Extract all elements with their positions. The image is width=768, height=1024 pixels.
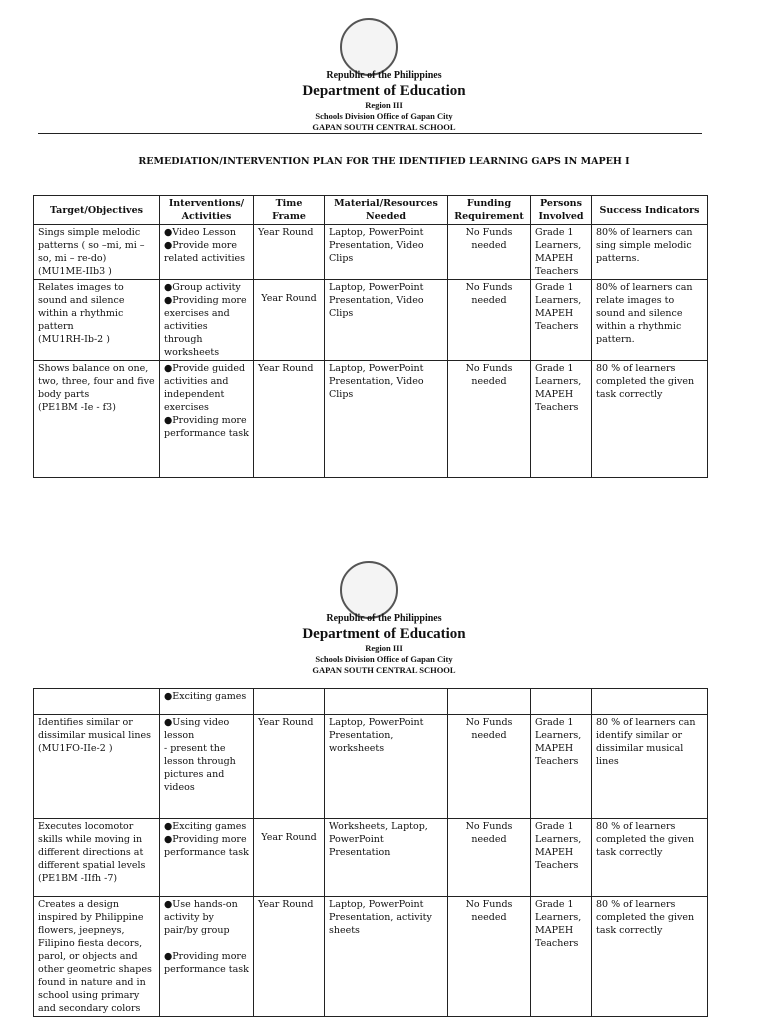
republic-line: Republic of the Philippines — [326, 613, 442, 624]
header-rule — [38, 133, 702, 134]
target-cell — [34, 225, 160, 280]
intervention-item: ●Group activity — [164, 282, 241, 293]
seal-placeholder — [340, 18, 398, 76]
department-line: Department of Education — [302, 83, 466, 99]
success-cell: 80 % of learners completed the given task correctly — [592, 361, 708, 478]
intervention-item: - present the lesson through pictures and videos — [164, 743, 236, 793]
interventions-cell — [160, 361, 254, 478]
success-cell: 80% of learners can relate images to sound and silence within a rhythmic pattern. — [592, 280, 708, 361]
time-frame-cell: Year Round — [254, 819, 325, 897]
time-frame-cell: Year Round — [254, 897, 325, 1017]
intervention-item: ●Provide more related activities — [164, 240, 246, 264]
persons-cell: Grade 1 Learners, MAPEH Teachers — [531, 280, 592, 361]
table-row — [34, 225, 708, 280]
time-frame-cell: Year Round — [254, 280, 325, 361]
target-text: Relates images to sound and silence within a rhythmic pattern — [38, 282, 125, 332]
col-header: Success Indicators — [592, 196, 708, 225]
time-frame-cell: Year Round — [254, 361, 325, 478]
col-header: Persons Involved — [531, 196, 592, 225]
seal-placeholder — [340, 561, 398, 619]
table-row — [34, 361, 708, 478]
table-row — [34, 819, 708, 897]
interventions-cell — [160, 897, 254, 1017]
intervention-item: ●Provide guided activities and independent exercises — [164, 363, 246, 413]
intervention-item: ●Providing more performance task — [164, 951, 249, 975]
col-header: Interventions/ Activities — [160, 196, 254, 225]
target-text: Creates a design inspired by Philippine flowers, jeepneys, Filipino fiesta decors, parol, or objects and other geometric shapes found in nature and in school using primary and secondary colors — [38, 899, 152, 1014]
target-text: (PE1BM -Ie - f3) — [38, 402, 116, 413]
target-cell — [34, 897, 160, 1017]
materials-cell: Laptop, PowerPoint Presentation, Video Clips — [325, 361, 448, 478]
funding-cell: No Funds needed — [448, 280, 531, 361]
target-text: Shows balance on one, two, three, four and five body parts — [38, 363, 155, 400]
republic-line: Republic of the Philippines — [326, 70, 442, 81]
interventions-cell — [160, 280, 254, 361]
materials-cell: Laptop, PowerPoint Presentation, Video Clips — [325, 225, 448, 280]
intervention-item: ●Providing more performance task — [164, 834, 249, 858]
intervention-item — [164, 937, 249, 950]
materials-cell: Laptop, PowerPoint Presentation, Video Clips — [325, 280, 448, 361]
school-line: GAPAN SOUTH CENTRAL SCHOOL — [312, 665, 456, 675]
plan-table-page1 — [33, 195, 708, 478]
letterhead — [0, 70, 768, 133]
intervention-item: ●Providing more exercises and activities through worksheets — [164, 295, 247, 358]
persons-cell: Grade 1 Learners, MAPEH Teachers — [531, 897, 592, 1017]
success-cell: 80 % of learners completed the given task correctly — [592, 897, 708, 1017]
department-line: Department of Education — [302, 626, 466, 642]
target-text: Executes locomotor skills while moving in different directions at different spatial levels (PE1BM -IIfh -7) — [38, 821, 146, 884]
intervention-item: ●Using video lesson — [164, 717, 230, 741]
plan-title: REMEDIATION/INTERVENTION PLAN FOR THE IDENTIFIED LEARNING GAPS IN MAPEH I — [138, 156, 630, 167]
division-line: Schools Division Office of Gapan City — [315, 111, 453, 121]
target-cell — [34, 819, 160, 897]
table-row — [34, 897, 708, 1017]
region-line: Region III — [365, 100, 403, 110]
interventions-cell — [160, 715, 254, 819]
region-line: Region III — [365, 643, 403, 653]
funding-cell: No Funds needed — [448, 225, 531, 280]
plan-table-page2 — [33, 688, 708, 1017]
success-cell: 80 % of learners completed the given task correctly — [592, 819, 708, 897]
school-line: GAPAN SOUTH CENTRAL SCHOOL — [312, 122, 456, 132]
intervention-item: ●Exciting games — [164, 821, 247, 832]
persons-cell: Grade 1 Learners, MAPEH Teachers — [531, 715, 592, 819]
col-header: Funding Requirement — [448, 196, 531, 225]
interventions-cell — [160, 689, 254, 715]
funding-cell — [448, 689, 531, 715]
intervention-item: ●Video Lesson — [164, 227, 236, 238]
target-text: Sings simple melodic patterns ( so –mi, mi –so, mi – re-do) — [38, 227, 145, 264]
target-text: (MU1RH-Ib-2 ) — [38, 334, 110, 345]
table-row — [34, 715, 708, 819]
persons-cell: Grade 1 Learners, MAPEH Teachers — [531, 225, 592, 280]
funding-cell: No Funds needed — [448, 715, 531, 819]
time-frame-cell: Year Round — [254, 225, 325, 280]
success-cell: 80 % of learners can identify similar or dissimilar musical lines — [592, 715, 708, 819]
success-cell — [592, 689, 708, 715]
target-cell — [34, 715, 160, 819]
col-header: Material/Resources Needed — [325, 196, 448, 225]
interventions-cell — [160, 225, 254, 280]
funding-cell: No Funds needed — [448, 361, 531, 478]
col-header: Target/Objectives — [34, 196, 160, 225]
division-line: Schools Division Office of Gapan City — [315, 654, 453, 664]
success-cell: 80% of learners can sing simple melodic patterns. — [592, 225, 708, 280]
target-cell — [34, 361, 160, 478]
materials-cell: Laptop, PowerPoint Presentation, activity sheets — [325, 897, 448, 1017]
table-header-row — [34, 196, 708, 225]
intervention-item: ●Providing more performance task — [164, 415, 249, 439]
materials-cell — [325, 689, 448, 715]
funding-cell: No Funds needed — [448, 897, 531, 1017]
time-frame-cell: Year Round — [254, 715, 325, 819]
target-cell — [34, 280, 160, 361]
target-cell — [34, 689, 160, 715]
target-text: Identifies similar or dissimilar musical lines (MU1FO-IIe-2 ) — [38, 717, 151, 754]
time-frame-cell — [254, 689, 325, 715]
funding-cell: No Funds needed — [448, 819, 531, 897]
interventions-cell — [160, 819, 254, 897]
target-text: (MU1ME-IIb3 ) — [38, 266, 112, 277]
persons-cell: Grade 1 Learners, MAPEH Teachers — [531, 361, 592, 478]
materials-cell: Laptop, PowerPoint Presentation, worksheets — [325, 715, 448, 819]
table-row — [34, 689, 708, 715]
persons-cell — [531, 689, 592, 715]
letterhead — [0, 613, 768, 676]
persons-cell: Grade 1 Learners, MAPEH Teachers — [531, 819, 592, 897]
materials-cell: Worksheets, Laptop, PowerPoint Presentation — [325, 819, 448, 897]
col-header: Time Frame — [254, 196, 325, 225]
intervention-item: ●Use hands-on activity by pair/by group — [164, 899, 238, 936]
table-row — [34, 280, 708, 361]
intervention-item: ●Exciting games — [164, 691, 247, 702]
